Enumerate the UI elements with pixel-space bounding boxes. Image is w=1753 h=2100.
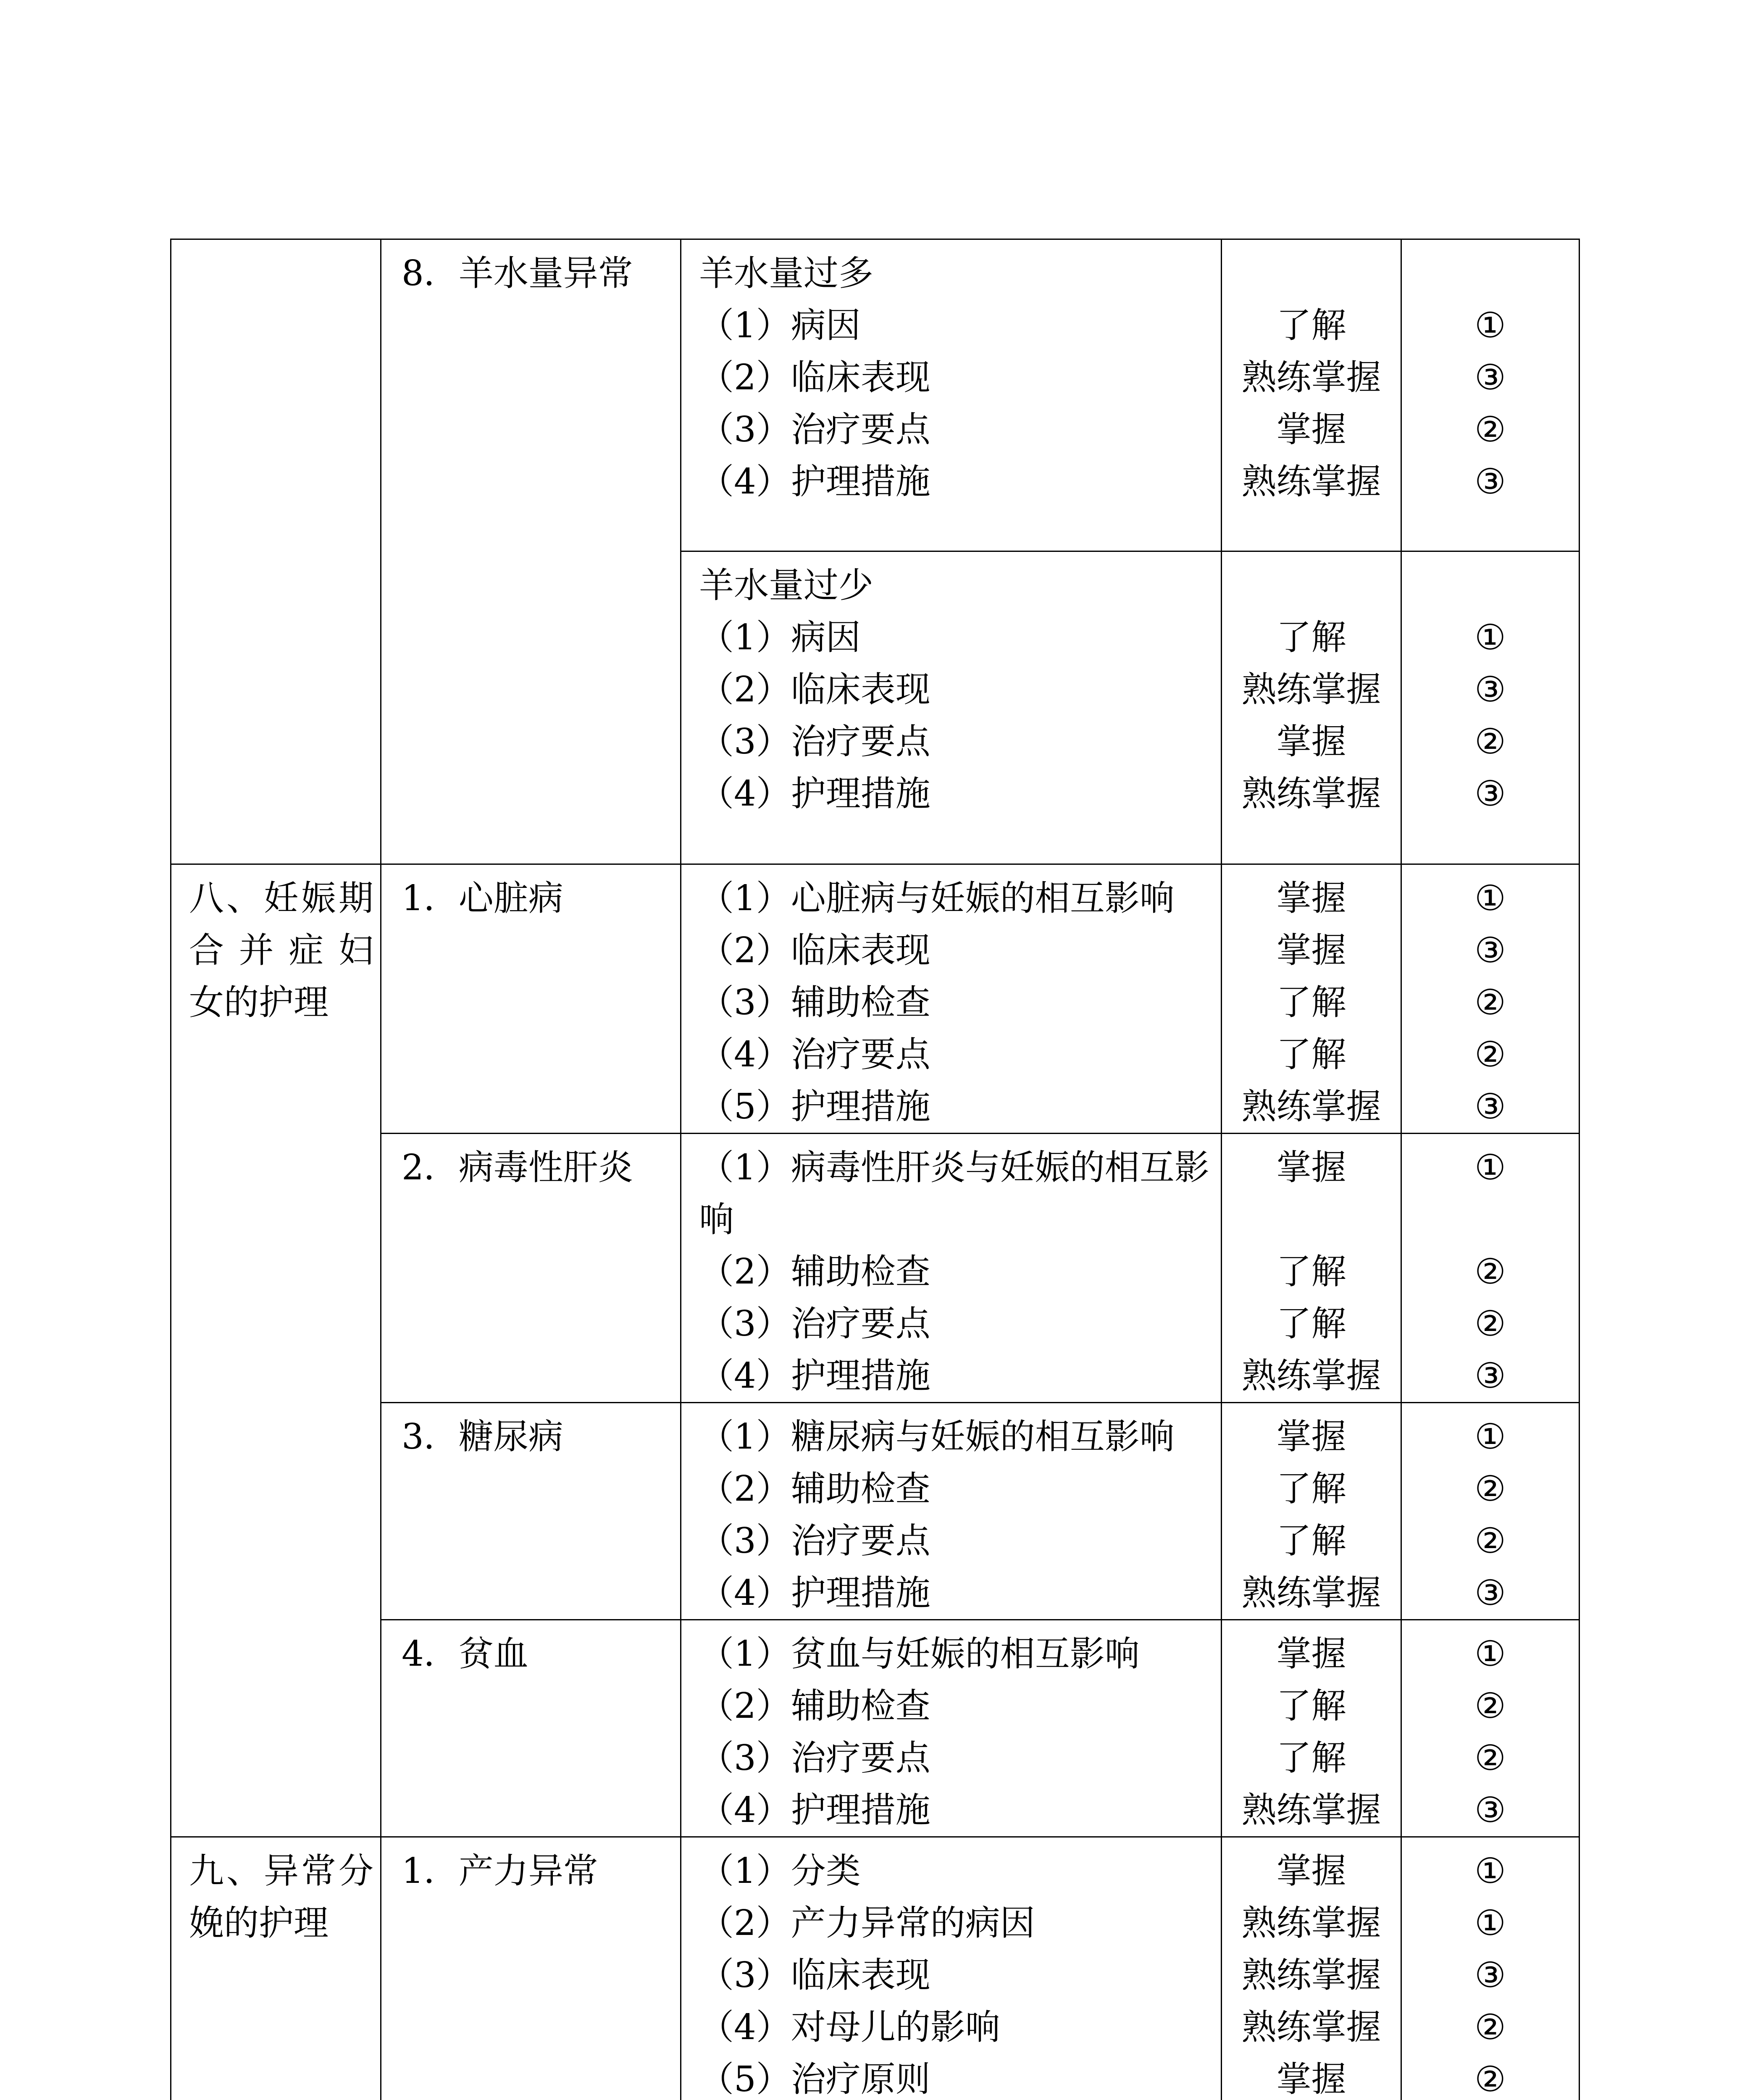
content-item: （2）临床表现: [699, 930, 930, 971]
level-label: 熟练掌握: [1241, 2007, 1381, 2048]
level-label: 了解: [1276, 1303, 1346, 1344]
mark-symbol: ②: [1474, 721, 1506, 762]
unit-label-line: 女的护理: [189, 982, 329, 1023]
mark-symbol: ③: [1474, 1355, 1506, 1396]
topic-cell: [381, 1134, 681, 1403]
mark-symbol: ③: [1474, 773, 1506, 814]
content-item: （3）治疗要点: [699, 1738, 930, 1778]
mark-symbol: ②: [1474, 1034, 1506, 1075]
syllabus-table: [170, 239, 1580, 2100]
mark-symbol: ③: [1474, 1572, 1506, 1613]
subgroup-heading: 羊水量过少: [699, 565, 873, 606]
content-item: （5）治疗原则: [699, 2059, 930, 2100]
level-label: 熟练掌握: [1241, 1086, 1381, 1127]
content-item: （3）辅助检查: [699, 982, 930, 1023]
level-label: 熟练掌握: [1241, 357, 1381, 398]
content-item: （2）辅助检查: [699, 1251, 930, 1292]
content-cell: [681, 239, 1222, 551]
mark-symbol: ②: [1474, 2059, 1506, 2100]
level-label: 熟练掌握: [1241, 1903, 1381, 1943]
mark-cell: [1401, 1620, 1580, 1837]
level-label: 掌握: [1276, 930, 1346, 971]
mark-symbol: ②: [1474, 2007, 1506, 2048]
topic-cell: [381, 1620, 681, 1837]
content-item: （5）护理措施: [699, 1086, 930, 1127]
mark-cell: [1401, 1403, 1580, 1620]
unit-cell: [171, 1837, 381, 2100]
topic-label: 1．心脏病: [402, 878, 563, 919]
level-cell: [1222, 864, 1401, 1134]
level-label: 熟练掌握: [1241, 669, 1381, 710]
mark-symbol: ②: [1474, 1303, 1506, 1344]
content-cell: [681, 1620, 1222, 1837]
topic-cell: [381, 239, 681, 864]
level-label: 熟练掌握: [1241, 1790, 1381, 1830]
content-cell: [681, 1134, 1222, 1403]
level-cell: [1222, 239, 1401, 551]
level-cell: [1222, 1620, 1401, 1837]
mark-symbol: ③: [1474, 930, 1506, 971]
mark-symbol: ①: [1474, 1903, 1506, 1943]
content-item: （1）贫血与妊娠的相互影响: [699, 1633, 1140, 1674]
content-item: （3）治疗要点: [699, 1520, 930, 1561]
unit-label-line: 八、妊娠期: [189, 878, 373, 919]
table-row: [171, 1837, 1580, 2100]
content-item: （4）护理措施: [699, 1355, 930, 1396]
level-cell: [1222, 1403, 1401, 1620]
topic-cell: [381, 1837, 681, 2100]
content-item: （4）对母儿的影响: [699, 2007, 1000, 2048]
content-cell: [681, 1837, 1222, 2100]
level-cell: [1222, 1134, 1401, 1403]
content-item: （1）病因: [699, 617, 861, 658]
level-label: 了解: [1276, 1034, 1346, 1075]
mark-symbol: ②: [1474, 1251, 1506, 1292]
content-item: （2）临床表现: [699, 669, 930, 710]
mark-symbol: ②: [1474, 1520, 1506, 1561]
mark-symbol: ①: [1474, 878, 1506, 919]
level-label: 熟练掌握: [1241, 461, 1381, 502]
mark-cell: [1401, 864, 1580, 1134]
topic-label: 8．羊水量异常: [402, 253, 633, 294]
mark-symbol: ③: [1474, 1955, 1506, 1995]
content-item: （2）辅助检查: [699, 1685, 930, 1726]
content-item: （1）病毒性肝炎与妊娠的相互影响: [699, 1147, 1209, 1240]
mark-symbol: ③: [1474, 1790, 1506, 1830]
mark-cell: [1401, 1837, 1580, 2100]
unit-label-line: 九、异常分: [189, 1851, 373, 1891]
level-cell: [1222, 1837, 1401, 2100]
mark-symbol: ②: [1474, 1738, 1506, 1778]
mark-cell: [1401, 239, 1580, 551]
content-cell: [681, 1403, 1222, 1620]
level-label: 了解: [1276, 1738, 1346, 1778]
topic-cell: [381, 864, 681, 1134]
level-label: 熟练掌握: [1241, 1572, 1381, 1613]
level-label: 了解: [1276, 617, 1346, 658]
mark-symbol: ①: [1474, 305, 1506, 346]
unit-label-line: 合并症妇: [189, 930, 373, 971]
mark-symbol: ②: [1474, 1685, 1506, 1726]
content-item: （1）分类: [699, 1851, 861, 1891]
mark-cell: [1401, 1134, 1580, 1403]
mark-symbol: ①: [1474, 1633, 1506, 1674]
topic-cell: [381, 1403, 681, 1620]
level-label: 熟练掌握: [1241, 1955, 1381, 1995]
content-item: （2）辅助检查: [699, 1468, 930, 1509]
level-label: 掌握: [1276, 1416, 1346, 1457]
level-label: 了解: [1276, 305, 1346, 346]
content-item: （4）护理措施: [699, 461, 930, 502]
topic-label: 2．病毒性肝炎: [402, 1147, 633, 1188]
content-cell: [681, 551, 1222, 864]
mark-symbol: ③: [1474, 357, 1506, 398]
level-label: 掌握: [1276, 409, 1346, 450]
table-row: [171, 1620, 1580, 1837]
level-label: 掌握: [1276, 878, 1346, 919]
level-label: 掌握: [1276, 2059, 1346, 2100]
content-item: （3）治疗要点: [699, 721, 930, 762]
level-label: 熟练掌握: [1241, 773, 1381, 814]
table-row: [171, 1134, 1580, 1403]
mark-symbol: ③: [1474, 1086, 1506, 1127]
content-item: （1）心脏病与妊娠的相互影响: [699, 878, 1175, 919]
mark-cell: [1401, 551, 1580, 864]
subgroup-heading: 羊水量过多: [699, 253, 873, 294]
mark-symbol: ①: [1474, 1416, 1506, 1457]
content-item: （4）治疗要点: [699, 1034, 930, 1075]
unit-label-line: 娩的护理: [189, 1903, 329, 1943]
level-label: 了解: [1276, 982, 1346, 1023]
content-item: （4）护理措施: [699, 773, 930, 814]
level-label: 掌握: [1276, 1851, 1346, 1891]
content-item: （3）临床表现: [699, 1955, 930, 1995]
level-label: 掌握: [1276, 1147, 1346, 1188]
unit-cell: [171, 864, 381, 1837]
topic-label: 4．贫血: [402, 1633, 528, 1674]
table-row: [171, 239, 1580, 551]
mark-symbol: ①: [1474, 617, 1506, 658]
content-item: （4）护理措施: [699, 1790, 930, 1830]
mark-symbol: ②: [1474, 1468, 1506, 1509]
content-item: （1）糖尿病与妊娠的相互影响: [699, 1416, 1175, 1457]
level-label: 熟练掌握: [1241, 1355, 1381, 1396]
content-item: （1）病因: [699, 305, 861, 346]
content-item: （3）治疗要点: [699, 409, 930, 450]
mark-symbol: ③: [1474, 669, 1506, 710]
content-item: （2）产力异常的病因: [699, 1903, 1035, 1943]
level-label: 掌握: [1276, 1633, 1346, 1674]
level-label: 掌握: [1276, 721, 1346, 762]
level-label: 了解: [1276, 1468, 1346, 1509]
mark-symbol: ②: [1474, 409, 1506, 450]
level-cell: [1222, 551, 1401, 864]
mark-symbol: ①: [1474, 1851, 1506, 1891]
table-row: [171, 864, 1580, 1134]
level-label: 了解: [1276, 1685, 1346, 1726]
level-label: 了解: [1276, 1520, 1346, 1561]
unit-cell: [171, 239, 381, 864]
content-cell: [681, 864, 1222, 1134]
mark-symbol: ②: [1474, 982, 1506, 1023]
mark-symbol: ③: [1474, 461, 1506, 502]
content-item: （3）治疗要点: [699, 1303, 930, 1344]
level-label: 了解: [1276, 1251, 1346, 1292]
topic-label: 1．产力异常: [402, 1851, 598, 1891]
mark-symbol: ①: [1474, 1147, 1506, 1188]
content-item: （4）护理措施: [699, 1572, 930, 1613]
table-row: [171, 1403, 1580, 1620]
content-item: （2）临床表现: [699, 357, 930, 398]
topic-label: 3．糖尿病: [402, 1416, 563, 1457]
